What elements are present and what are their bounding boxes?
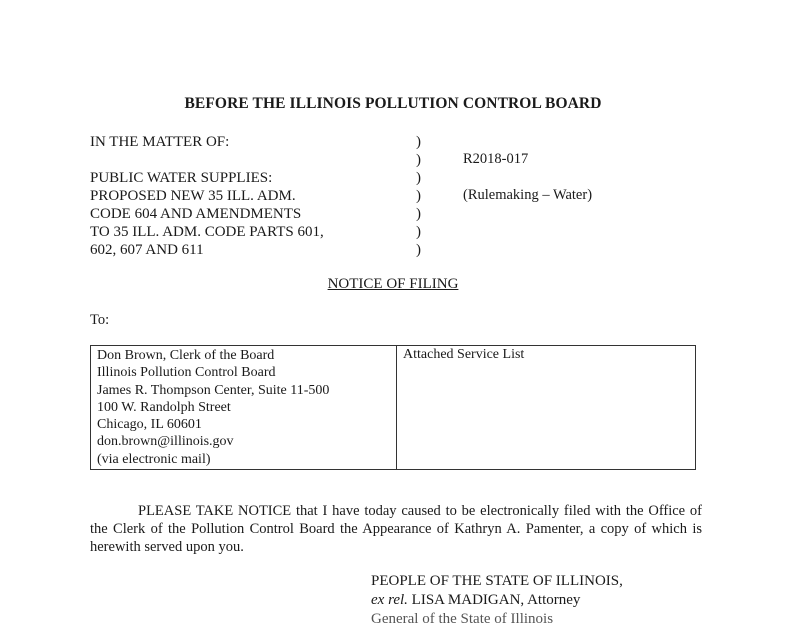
paren: ) xyxy=(416,188,421,204)
paren: ) xyxy=(416,224,421,240)
caption-parentheses xyxy=(416,133,421,259)
case-caption xyxy=(90,133,324,259)
caption-line: IN THE MATTER OF: xyxy=(90,134,230,150)
docket-number: R2018-017 xyxy=(463,151,529,167)
docket-type: (Rulemaking – Water) xyxy=(463,187,593,203)
signature-line-2-rest: LISA MADIGAN, Attorney xyxy=(407,592,581,608)
service-list-cell xyxy=(397,346,696,470)
document-title: BEFORE THE ILLINOIS POLLUTION CONTROL BOARD xyxy=(184,95,602,112)
signature-block xyxy=(371,572,623,629)
recipient-line: 100 W. Randolph Street xyxy=(97,399,231,415)
to-label: To: xyxy=(90,312,110,328)
recipient-line: Don Brown, Clerk of the Board xyxy=(97,348,275,363)
notice-paragraph xyxy=(90,502,702,556)
caption-line xyxy=(90,151,324,169)
paren: ) xyxy=(416,134,421,150)
caption-line: PROPOSED NEW 35 ILL. ADM. xyxy=(90,188,296,204)
recipient-line: Illinois Pollution Control Board xyxy=(97,365,276,381)
recipient-line: Chicago, IL 60601 xyxy=(97,417,202,433)
recipient-line: James R. Thompson Center, Suite 11-500 xyxy=(97,382,330,398)
paren: ) xyxy=(416,152,421,168)
paren: ) xyxy=(416,242,421,258)
notice-paragraph-text: PLEASE TAKE NOTICE that I have today caused to be electronically filed with the Office of the Clerk of the Pollution Control Board the Appearance of Kathryn A. Pamenter, a copy of which is herewith served upon you. xyxy=(90,503,702,555)
recipient-line: (via electronic mail) xyxy=(97,451,211,467)
paren: ) xyxy=(416,170,421,186)
caption-line: PUBLIC WATER SUPPLIES: xyxy=(90,170,273,186)
caption-line: CODE 604 AND AMENDMENTS xyxy=(90,206,302,222)
service-table xyxy=(90,345,696,470)
signature-line-1: PEOPLE OF THE STATE OF ILLINOIS, xyxy=(371,573,623,589)
caption-line: 602, 607 AND 611 xyxy=(90,242,204,258)
recipient-email: don.brown@illinois.gov xyxy=(97,434,234,450)
ex-rel: ex rel. xyxy=(371,592,408,608)
paren: ) xyxy=(416,206,421,222)
service-recipient-cell xyxy=(91,346,397,470)
notice-heading: NOTICE OF FILING xyxy=(327,276,459,292)
service-list-text: Attached Service List xyxy=(403,347,525,362)
caption-line: TO 35 ILL. ADM. CODE PARTS 601, xyxy=(90,224,324,240)
signature-line-3: General of the State of Illinois xyxy=(371,611,554,627)
signature-line-2 xyxy=(371,591,623,610)
